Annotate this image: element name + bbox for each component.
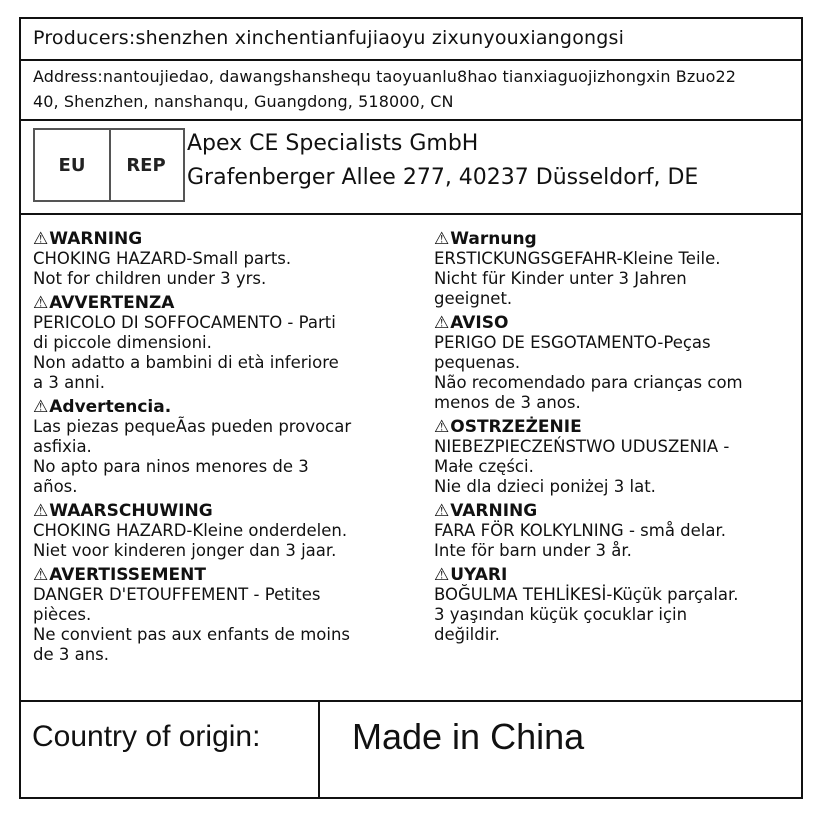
warning-heading-text: OSTRZEŻENIE	[450, 417, 582, 437]
warning-line: PERICOLO DI SOFFOCAMENTO - Parti	[33, 313, 336, 332]
warning-heading	[33, 501, 428, 521]
warning-triangle-icon: ⚠	[33, 293, 49, 313]
warning-line: de 3 ans.	[33, 645, 110, 664]
warning-line: ERSTICKUNGSGEFAHR-Kleine Teile.	[434, 249, 721, 268]
warning-line: NIEBEZPIECZEŃSTWO UDUSZENIA -	[434, 437, 730, 456]
rep-badge-cell: REP	[126, 154, 166, 176]
warning-heading	[33, 229, 428, 249]
warning-heading-text: Advertencia.	[49, 397, 172, 417]
warning-line: menos de 3 anos.	[434, 393, 581, 412]
origin-divider	[318, 702, 320, 799]
warning-heading	[33, 293, 428, 313]
warning-heading-text: WARNING	[49, 229, 143, 249]
warning-line: di piccole dimensioni.	[33, 333, 212, 352]
eu-rep-badge	[33, 128, 185, 202]
warning-block	[434, 501, 804, 561]
warning-line: CHOKING HAZARD-Small parts.	[33, 249, 292, 268]
warning-heading-text: WAARSCHUWING	[49, 501, 213, 521]
warning-triangle-icon: ⚠	[434, 229, 450, 249]
warning-line: DANGER D'ETOUFFEMENT - Petites	[33, 585, 321, 604]
warnings-left-column	[33, 229, 428, 669]
product-label	[19, 17, 803, 799]
warning-line: BOĞULMA TEHLİKESİ-Küçük parçalar.	[434, 585, 739, 604]
warning-block	[33, 397, 428, 497]
warning-line: Inte för barn under 3 år.	[434, 541, 632, 560]
warning-block	[434, 229, 804, 309]
address-row	[21, 61, 801, 121]
warning-heading-text: Warnung	[450, 229, 537, 249]
address-line-2: 40, Shenzhen, nanshanqu, Guangdong, 518000, CN	[33, 92, 454, 111]
origin-row	[21, 702, 801, 799]
eu-rep-company: Apex CE Specialists GmbH	[187, 131, 479, 156]
warning-heading	[434, 229, 804, 249]
eu-badge-cell: EU	[35, 130, 111, 200]
warning-heading-text: VARNING	[450, 501, 538, 521]
warning-line: Małe części.	[434, 457, 534, 476]
warning-triangle-icon: ⚠	[33, 229, 49, 249]
warning-line: asfixia.	[33, 437, 92, 456]
warning-heading	[434, 501, 804, 521]
warning-triangle-icon: ⚠	[434, 417, 450, 437]
warning-block	[434, 417, 804, 497]
address-line-1: Address:nantoujiedao, dawangshanshequ taoyuanlu8hao tianxiaguojizhongxin Bzuo22	[33, 67, 737, 86]
warning-line: 3 yaşından küçük çocuklar için	[434, 605, 688, 624]
eu-rep-info	[187, 127, 698, 195]
warning-triangle-icon: ⚠	[434, 501, 450, 521]
producer-text: Producers:shenzhen xinchentianfujiaoyu zixunyouxiangongsi	[33, 27, 625, 49]
warning-heading-text: AVISO	[450, 313, 509, 333]
warning-heading	[434, 417, 804, 437]
warning-block	[434, 313, 804, 413]
warnings-section	[21, 215, 801, 702]
warning-line: Niet voor kinderen jonger dan 3 jaar.	[33, 541, 337, 560]
warning-line: años.	[33, 477, 78, 496]
warning-line: pièces.	[33, 605, 92, 624]
warning-line: pequenas.	[434, 353, 521, 372]
warning-line: PERIGO DE ESGOTAMENTO-Peças	[434, 333, 711, 352]
warning-heading-text: AVVERTENZA	[49, 293, 175, 313]
warning-line: Nie dla dzieci poniżej 3 lat.	[434, 477, 656, 496]
warning-triangle-icon: ⚠	[33, 565, 49, 585]
warning-block	[33, 293, 428, 393]
warning-triangle-icon: ⚠	[33, 501, 49, 521]
origin-value: Made in China	[352, 716, 585, 757]
warning-block	[434, 565, 804, 645]
origin-label: Country of origin:	[32, 720, 261, 753]
warning-line: Nicht für Kinder unter 3 Jahren	[434, 269, 687, 288]
warning-block	[33, 501, 428, 561]
warning-heading-text: AVERTISSEMENT	[49, 565, 206, 585]
warnings-right-column	[434, 229, 804, 649]
eu-rep-row	[21, 121, 801, 215]
warning-line: a 3 anni.	[33, 373, 105, 392]
warning-block	[33, 565, 428, 665]
warning-line: Las piezas pequeÃas pueden provocar	[33, 417, 352, 436]
warning-triangle-icon: ⚠	[33, 397, 49, 417]
warning-line: değildir.	[434, 625, 500, 644]
warning-line: FARA FÖR KOLKYLNING - små delar.	[434, 521, 727, 540]
warning-line: Non adatto a bambini di età inferiore	[33, 353, 339, 372]
warning-heading	[33, 397, 428, 417]
warning-triangle-icon: ⚠	[434, 313, 450, 333]
warning-block	[33, 229, 428, 289]
warning-line: Não recomendado para crianças com	[434, 373, 743, 392]
eu-rep-address: Grafenberger Allee 277, 40237 Düsseldorf, DE	[187, 165, 699, 190]
warning-heading	[434, 565, 804, 585]
warning-line: CHOKING HAZARD-Kleine onderdelen.	[33, 521, 348, 540]
warning-line: geeignet.	[434, 289, 513, 308]
warning-heading	[434, 313, 804, 333]
warning-heading-text: UYARI	[450, 565, 508, 585]
warning-triangle-icon: ⚠	[434, 565, 450, 585]
producer-row	[21, 19, 801, 61]
warning-line: No apto para ninos menores de 3	[33, 457, 309, 476]
warning-line: Not for children under 3 yrs.	[33, 269, 267, 288]
warning-line: Ne convient pas aux enfants de moins	[33, 625, 351, 644]
warning-heading	[33, 565, 428, 585]
